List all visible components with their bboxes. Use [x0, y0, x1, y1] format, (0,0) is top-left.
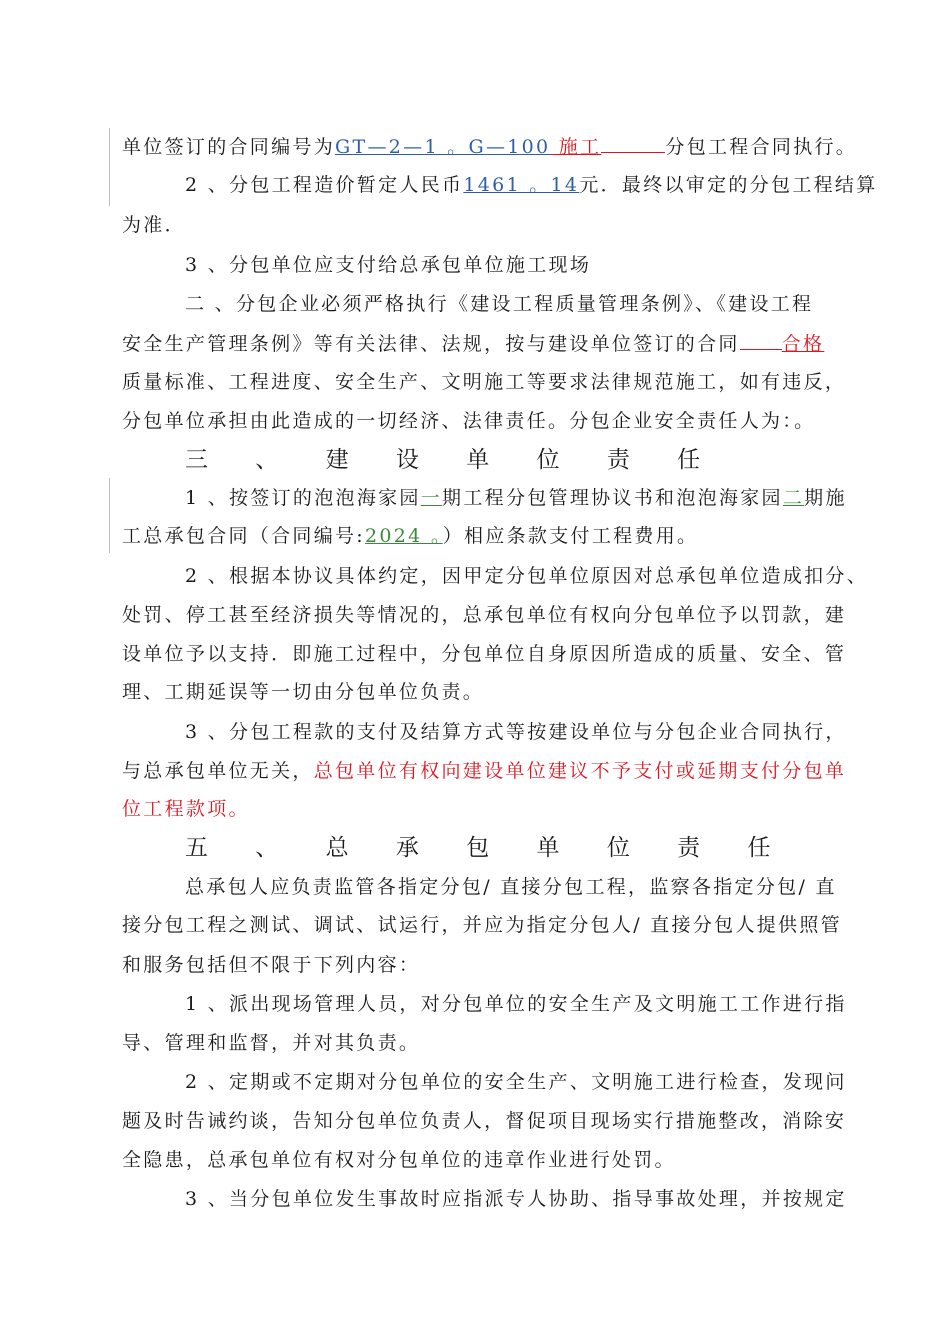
- paragraph-line: 与总承包单位无关，总包单位有权向建设单位建议不予支付或延期支付分包单: [122, 760, 847, 782]
- paragraph-line: 单位签订的合同编号为GT—2—1 。G—100 施工 分包工程合同执行。: [122, 136, 858, 158]
- paragraph-line: 3 、当分包单位发生事故时应指派专人协助、指导事故处理，并按规定: [185, 1188, 847, 1210]
- paragraph-line: 2 、分包工程造价暂定人民币1461 。14元．最终以审定的分包工程结算: [185, 174, 878, 196]
- revision-margin-mark: [109, 478, 110, 553]
- paragraph-line: 安全生产管理条例》等有关法律、法规，按与建设单位签订的合同 合格: [122, 333, 825, 355]
- paragraph-line: 质量标准、工程进度、安全生产、文明施工等要求法律规范施工，如有违反，: [122, 371, 847, 393]
- paragraph-line: 全隐患，总承包单位有权对分包单位的违章作业进行处罚。: [122, 1149, 676, 1171]
- paragraph-line: 题及时告诫约谈，告知分包单位负责人，督促项目现场实行措施整改，消除安: [122, 1110, 847, 1132]
- paragraph-line: 2 、定期或不定期对分包单位的安全生产、文明施工进行检查，发现问: [185, 1071, 847, 1093]
- paragraph-line: 导、管理和监督，并对其负责。: [122, 1032, 421, 1054]
- paragraph-line: 理、工期延误等一切由分包单位负责。: [122, 681, 485, 703]
- paragraph-line: 分包单位承担由此造成的一切经济、法律责任。分包企业安全责任人为：。: [122, 410, 816, 432]
- paragraph-line: 工总承包合同（合同编号:2024 。）相应条款支付工程费用。: [122, 525, 699, 547]
- paragraph-line: 位工程款项。: [122, 798, 250, 820]
- paragraph-line: 1 、按签订的泡泡海家园一期工程分包管理协议书和泡泡海家园二期施: [185, 487, 847, 509]
- paragraph-line: 3 、分包单位应支付给总承包单位施工现场: [185, 254, 592, 276]
- paragraph-line: 接分包工程之测试、调试、试运行，并应为指定分包人/ 直接分包人提供照管: [122, 914, 842, 936]
- section-heading: 五 、 总 承 包 单 位 责 任: [185, 835, 791, 861]
- paragraph-line: 3 、分包工程款的支付及结算方式等按建设单位与分包企业合同执行，: [185, 721, 847, 743]
- paragraph-line: 处罚、停工甚至经济损失等情况的，总承包单位有权向分包单位予以罚款，建: [122, 604, 847, 626]
- revision-margin-mark: [109, 128, 110, 206]
- paragraph-line: 二 、分包企业必须严格执行《建设工程质量管理条例》、《建设工程: [185, 293, 814, 315]
- section-heading: 三 、 建 设 单 位 责 任: [185, 447, 721, 473]
- paragraph-line: 和服务包括但不限于下列内容：: [122, 954, 421, 976]
- paragraph-line: 总承包人应负责监管各指定分包/ 直接分包工程，监察各指定分包/ 直: [185, 876, 837, 898]
- paragraph-line: 设单位予以支持．即施工过程中，分包单位自身原因所造成的质量、安全、管: [122, 643, 847, 665]
- paragraph-line: 1 、派出现场管理人员，对分包单位的安全生产及文明施工工作进行指: [185, 993, 847, 1015]
- paragraph-line: 为准．: [122, 214, 186, 236]
- paragraph-line: 2 、根据本协议具体约定，因甲定分包单位原因对总承包单位造成扣分、: [185, 565, 869, 587]
